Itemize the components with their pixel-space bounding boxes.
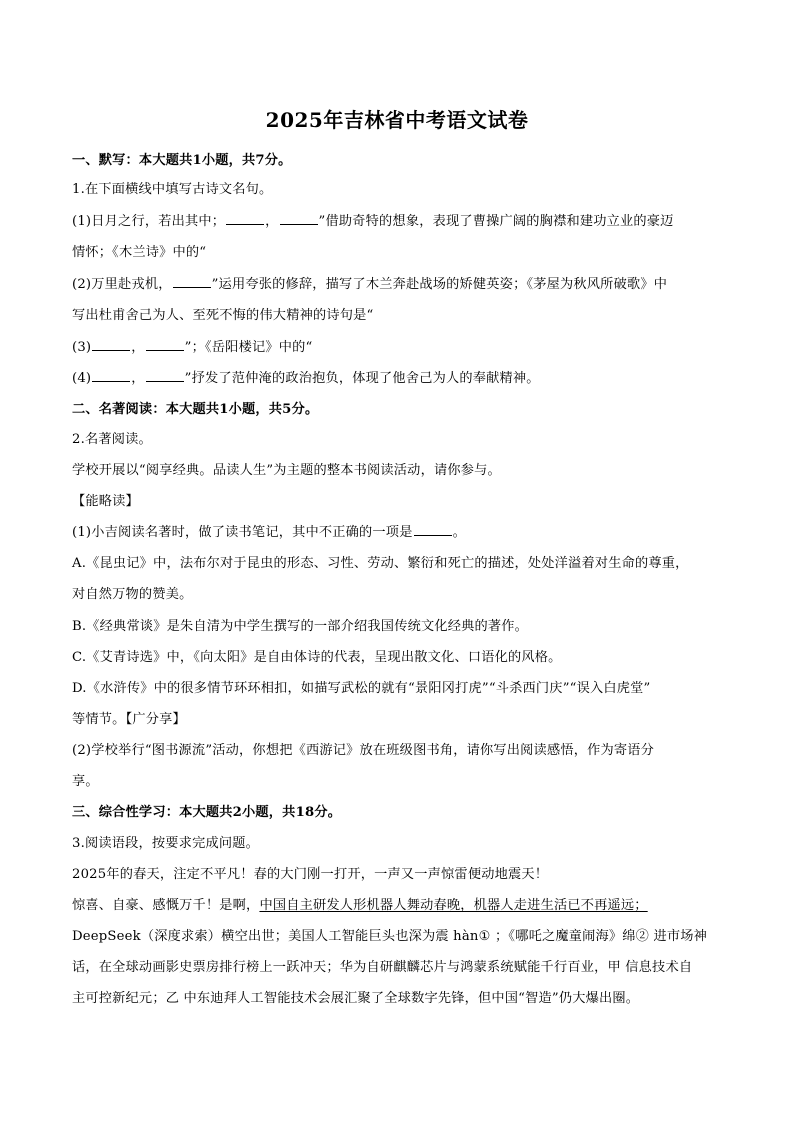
- question-1-3: [72, 336, 732, 355]
- answer-blank[interactable]: [92, 338, 130, 351]
- passage-line-3: DeepSeek（深度求索）横空出世；美国人工智能巨头也深为震 hàn① ；《哪吒之魔童闹海》绵② 进市场神: [72, 929, 708, 944]
- question-2-intro: 学校开展以“阅享经典。品读人生”为主题的整本书阅读活动，请你参与。: [72, 463, 501, 478]
- option-c: C.《艾青诗选》中，《向太阳》是自由体诗的代表，呈现出散文化、口语化的风格。: [72, 650, 562, 665]
- question-2: 2.名著阅读。: [72, 432, 152, 447]
- question-2-2-line-1: (2)学校举行“图书源流”活动，你想把《西游记》放在班级图书角，请你写出阅读感悟，作为寄语分: [72, 743, 655, 758]
- passage-line-1: 2025年的春天，注定不平凡！春的大门刚一打开，一声又一声惊雷便动地震天！: [72, 867, 549, 882]
- text: ”运用夸张的修辞，描写了木兰奔赴战场的矫健英姿；《茅屋为秋风所破歌》中: [211, 277, 668, 292]
- answer-blank[interactable]: [146, 369, 184, 382]
- text: ，: [131, 371, 145, 386]
- text: ”；《岳阳楼记》中的“: [184, 340, 313, 355]
- text: ，: [265, 214, 279, 229]
- question-1: 1.在下面横线中填写古诗文名句。: [72, 182, 273, 197]
- text: ，: [131, 340, 145, 355]
- question-3: 3.阅读语段，按要求完成问题。: [72, 836, 260, 851]
- underlined-sentence: 中国自主研发人形机器人舞动春晚，机器人走进生活已不再遥远；: [259, 898, 648, 913]
- text: (4): [72, 371, 92, 386]
- text: (1)日月之行，若出其中；: [72, 214, 226, 229]
- text: (2)万里赴戎机，: [72, 277, 172, 292]
- answer-blank[interactable]: [146, 338, 184, 351]
- section-2-heading: 二、名著阅读：本大题共1小题，共5分。: [72, 402, 319, 417]
- question-1-2-line-1: [72, 273, 732, 292]
- answer-blank[interactable]: [92, 369, 130, 382]
- answer-blank[interactable]: [226, 212, 264, 225]
- section-3-heading: 三、综合性学习：本大题共2小题，共18分。: [72, 805, 342, 820]
- question-1-2-line-2: 写出杜甫舍己为人、至死不悔的伟大精神的诗句是“: [72, 308, 374, 323]
- option-d-line-1: D.《水浒传》中的很多情节环环相扣，如描写武松的就有“景阳冈打虎”“斗杀西门庆”“误入白虎堂”: [72, 681, 651, 696]
- question-2-1: [72, 521, 732, 540]
- text: ”借助奇特的想象，表现了曹操广阔的胸襟和建功立业的豪迈: [318, 214, 674, 229]
- option-b: B.《经典常谈》是朱自清为中学生撰写的一部介绍我国传统文化经典的著作。: [72, 619, 529, 634]
- option-a-line-2: 对自然万物的赞美。: [72, 587, 193, 602]
- text: 。: [452, 525, 466, 540]
- text: (1)小吉阅读名著时，做了读书笔记，其中不正确的一项是: [72, 525, 413, 540]
- section-1-heading: 一、默写：本大题共1小题，共7分。: [72, 153, 292, 168]
- text: (3): [72, 340, 92, 355]
- question-1-1-line-2: 情怀；《木兰诗》中的“: [72, 245, 207, 260]
- option-d-line-2: 等情节。【广分享】: [72, 712, 186, 727]
- passage-line-5: 主可控新纪元；乙 中东迪拜人工智能技术会展汇聚了全球数字先锋，但中国“智造”仍大爆出圈。: [72, 991, 640, 1006]
- text: ”抒发了范仲淹的政治抱负，体现了他舍己为人的奉献精神。: [184, 371, 540, 386]
- question-1-1-line-1: [72, 210, 732, 229]
- answer-blank[interactable]: [280, 212, 318, 225]
- option-a-line-1: A.《昆虫记》中，法布尔对于昆虫的形态、习性、劳动、繁衍和死亡的描述，处处洋溢着对生命的尊重，: [72, 556, 689, 571]
- tag-skim-read: 【能略读】: [72, 494, 139, 509]
- answer-blank[interactable]: [414, 523, 452, 536]
- page-title: 2025年吉林省中考语文试卷: [265, 108, 529, 132]
- question-2-2-line-2: 享。: [72, 774, 99, 789]
- text: 惊喜、自豪、感慨万千！是啊，: [72, 898, 260, 913]
- passage-line-2: [72, 894, 732, 913]
- answer-blank[interactable]: [173, 275, 211, 288]
- passage-line-4: 话，在全球动画影史票房排行榜上一跃冲天；华为自研麒麟芯片与鸿蒙系统赋能千行百业，甲 信息技术自: [72, 960, 693, 975]
- question-1-4: [72, 367, 732, 386]
